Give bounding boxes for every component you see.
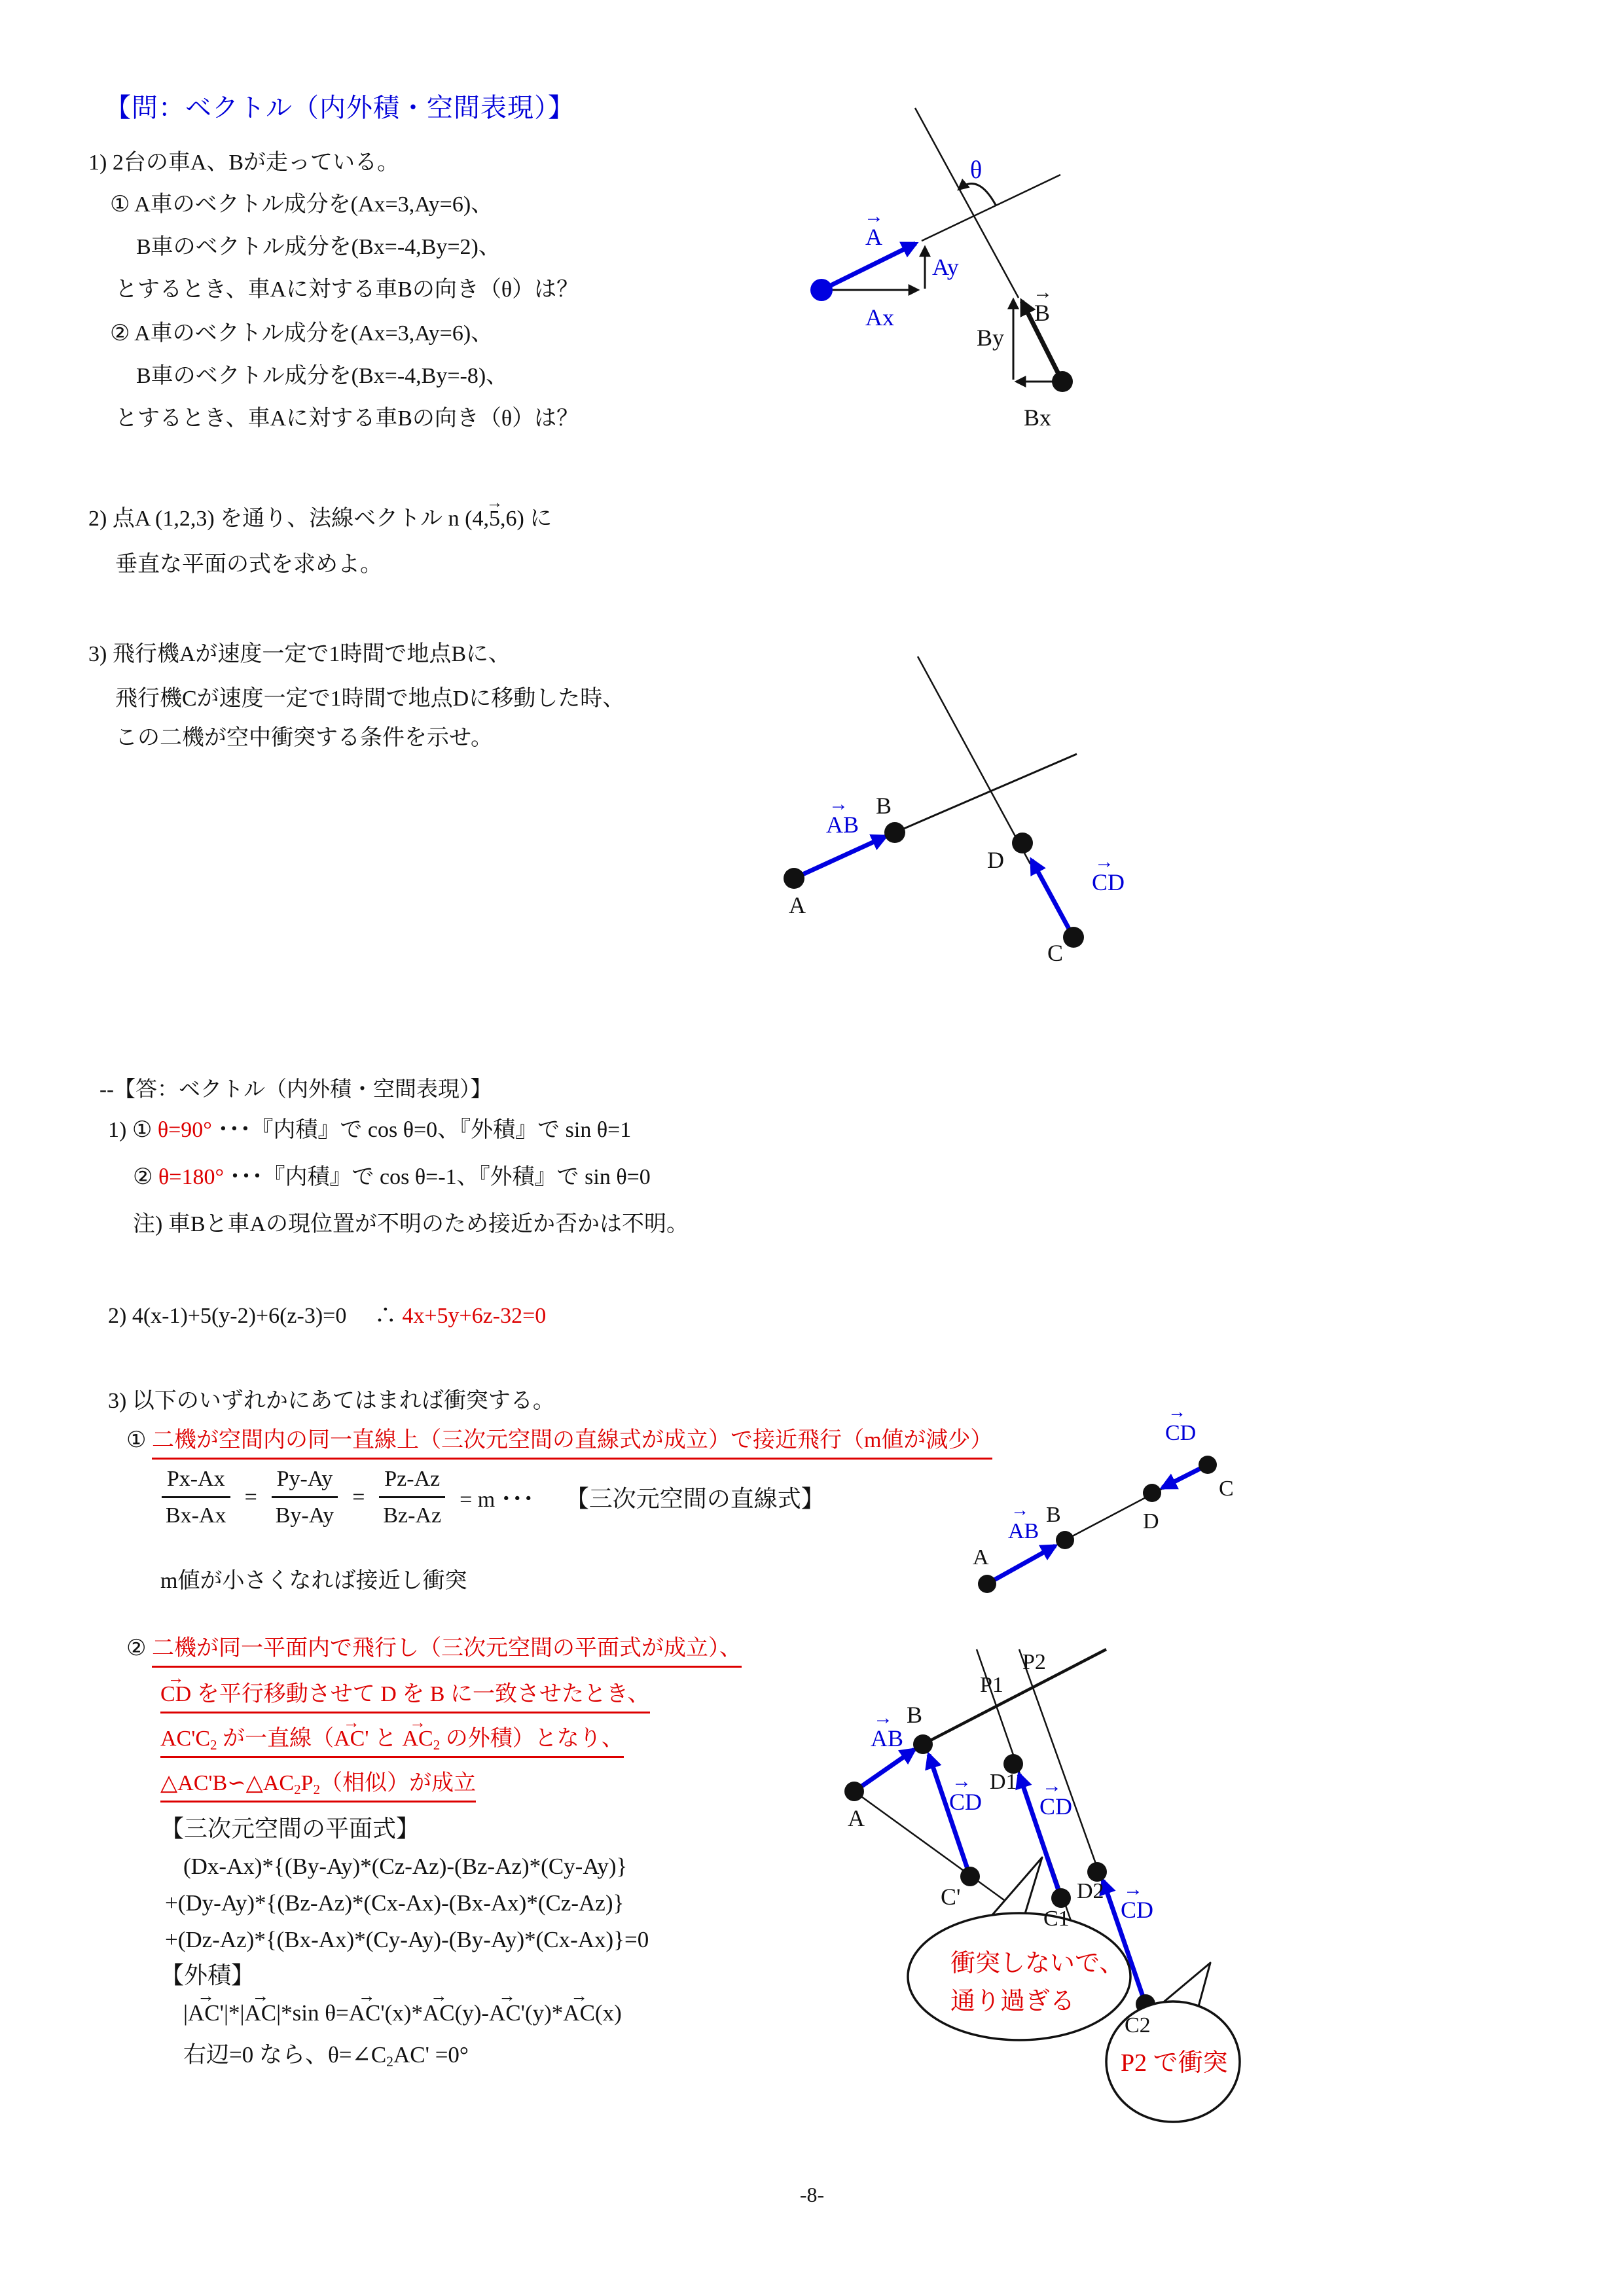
diagram-planes-crossing: [753, 628, 1185, 982]
answer1-note: 注) 車Bと車Aの現位置が不明のため接近か否かは不明。: [133, 1212, 689, 1236]
fraction-x-numerator: Px-Ax: [162, 1466, 230, 1498]
line-equation-label: 【三次元空間の直線式】: [565, 1486, 825, 1513]
case2-condition-line3: [160, 1712, 624, 1758]
point-C-dot: [1063, 927, 1084, 948]
theta-angle-arc: [959, 184, 996, 205]
point-B-dot: [884, 822, 905, 843]
case2-line2-text: → CD を平行移動させて D を B に一致させたとき、: [160, 1681, 650, 1713]
label-B: B: [876, 793, 892, 819]
plane-equation-line2: +(Dy-Ay)*{(Bz-Az)*(Cx-Ax)-(Bx-Ax)*(Cz-Az)}: [165, 1890, 624, 1916]
equals-sign: =: [352, 1484, 365, 1509]
q1-item2-line2: B車のベクトル成分を(Bx=-4,By=-8)、: [136, 364, 509, 388]
bubble1-text-line1: 衝突しないで、: [950, 1950, 1125, 1977]
q2-line1: 2) 点A (1,2,3) を通り、法線ベクトル n → (4,5,6) に: [88, 492, 552, 531]
label-P1: P1: [980, 1673, 1003, 1697]
label-Ax: Ax: [865, 304, 894, 331]
answer1-item2-prefix: ②: [133, 1165, 158, 1189]
label-P2: P2: [1022, 1650, 1046, 1674]
q1-item1-line2: B車のベクトル成分を(Bx=-4,By=2)、: [136, 235, 501, 259]
fraction-y-denominator: By-Ay: [275, 1503, 334, 1528]
answer-header: --【答：ベクトル（内外積・空間表現）】: [99, 1078, 492, 1102]
label-A: A: [973, 1545, 989, 1570]
vector-AB: [854, 1749, 914, 1791]
q1-item1-line3: とするとき、車Aに対する車Bの向き（θ）は？: [115, 278, 579, 302]
case1-number: ①: [126, 1428, 152, 1452]
q3-line1: 3) 飛行機Aが速度一定で1時間で地点Bに、: [88, 642, 511, 666]
label-C2: C2: [1125, 2013, 1151, 2037]
label-C1: C1: [1043, 1907, 1070, 1931]
case1-condition: 二機が空間内の同一直線上（三次元空間の直線式が成立）で接近飛行（m値が減少）: [152, 1427, 992, 1460]
answer2-work: 2) 4(x-1)+5(y-2)+6(z-3)=0 ∴: [108, 1304, 403, 1328]
label-D: D: [987, 847, 1004, 873]
vector-CD: [1032, 860, 1074, 937]
vector-arrow-icon: →: [829, 793, 848, 815]
answer1-item1-value: θ=90°: [157, 1118, 212, 1142]
point-Cdash-dot: [960, 1867, 980, 1886]
label-D: D: [1143, 1509, 1159, 1534]
label-AB: AB: [871, 1725, 904, 1751]
vector-arrow-icon: →: [1033, 281, 1053, 303]
fraction-y-numerator: Py-Ay: [272, 1466, 338, 1498]
line-CD-direction: [918, 656, 1030, 864]
line-AB-direction: [895, 754, 1077, 833]
car-A-dot: [810, 279, 833, 301]
fraction-y: [270, 1466, 339, 1528]
point-C1-dot: [1051, 1888, 1071, 1908]
answer3-case1-heading: [126, 1427, 992, 1460]
vector-arrow-icon: →: [952, 1770, 971, 1792]
plane-equation-header: 【三次元空間の平面式】: [160, 1816, 420, 1842]
point-D-dot: [1143, 1484, 1161, 1502]
vector-A: [821, 243, 916, 290]
answer1-item1: [108, 1117, 631, 1145]
vector-AB: [794, 836, 886, 878]
point-B-dot: [913, 1734, 933, 1754]
label-Ay: Ay: [932, 254, 959, 280]
label-A: A: [789, 892, 806, 918]
label-CD: CD: [1092, 869, 1125, 895]
equals-sign: =: [244, 1484, 257, 1509]
line-equation-fractions: [160, 1466, 825, 1528]
bubble2-text: P2 で衝突: [1121, 2049, 1228, 2077]
label-Bx: Bx: [1024, 404, 1052, 431]
diagram-collinear-case: [956, 1407, 1270, 1623]
q1-intro: 1) 2台の車A、Bが走っている。: [88, 151, 400, 175]
point-A-dot: [784, 868, 804, 889]
q1-item2-line3: とするとき、車Aに対する車Bの向き（θ）は？: [115, 406, 579, 431]
label-CD: CD: [1165, 1421, 1197, 1445]
label-CD-2: CD: [1039, 1793, 1073, 1820]
q2-line2: 垂直な平面の式を求めよ。: [115, 552, 382, 577]
label-AB: AB: [1008, 1519, 1039, 1543]
car-B-dot: [1052, 371, 1073, 392]
answer1-item2-detail: ･･･『内積』で cos θ=-1、『外積』で sin θ=0: [224, 1165, 651, 1189]
case2-condition-line1: 二機が同一平面内で飛行し（三次元空間の平面式が成立）、: [152, 1635, 742, 1668]
page-number: -8-: [799, 2183, 825, 2206]
vector-arrow-icon: →: [1168, 1407, 1186, 1422]
label-theta: θ: [970, 156, 983, 184]
fraction-x-denominator: Bx-Ax: [166, 1503, 226, 1528]
answer1-item2: [133, 1164, 651, 1192]
fraction-x: [160, 1466, 232, 1528]
point-A-dot: [978, 1575, 996, 1593]
answer1-item2-value: θ=180°: [158, 1165, 225, 1189]
label-A: A: [848, 1805, 865, 1831]
point-C-dot: [1199, 1456, 1217, 1474]
q3-line2: 飛行機Cが速度一定で1時間で地点Dに移動した時、: [115, 687, 625, 711]
cross-product-equation: | → AC'|*| → AC|*sin θ= → AC'(x)* → AC(y)- → AC'(y)* → AC(x): [183, 1986, 622, 2026]
label-B: B: [1034, 300, 1051, 326]
bubble1-text-line2: 通り過ぎる: [950, 1988, 1075, 2015]
label-CD-1: CD: [949, 1789, 983, 1815]
label-C: C: [1047, 940, 1064, 966]
line-AB-extended: [923, 1649, 1106, 1744]
vector-arrow-icon: →: [1042, 1775, 1062, 1797]
case2-line4-text: △AC'B∽△AC2P2（相似）が成立: [160, 1770, 476, 1803]
line-A-direction: [922, 175, 1060, 241]
point-A-dot: [844, 1782, 864, 1801]
label-B: B: [907, 1702, 923, 1728]
equals-m: = m ･･･: [460, 1488, 534, 1513]
vector-arrow-icon: →: [873, 1707, 893, 1729]
vector-arrow-icon: →: [1011, 1500, 1029, 1520]
case2-line3-text: AC'C2 が一直線（ → AC' と → AC2 の外積）となり、: [160, 1725, 624, 1758]
label-A: A: [865, 224, 882, 250]
label-By: By: [977, 325, 1005, 351]
label-Cdash: C': [941, 1884, 961, 1910]
label-C: C: [1219, 1477, 1234, 1501]
case2-number: ②: [126, 1636, 152, 1660]
fraction-z-denominator: Bz-Az: [383, 1503, 442, 1528]
diagram-coplanar-case: [838, 1636, 1309, 2147]
vector-arrow-icon: →: [864, 206, 884, 227]
point-B-dot: [1056, 1531, 1074, 1549]
label-B: B: [1046, 1503, 1061, 1527]
answer1-item1-detail: ･･･『内積』で cos θ=0、『外積』で sin θ=1: [211, 1118, 632, 1142]
cross-product-note: 右辺=0 なら、θ=∠C2AC' =0°: [183, 2042, 469, 2070]
point-D-dot: [1012, 833, 1033, 853]
q1-item1-line1: ① A車のベクトル成分を(Ax=3,Ay=6)、: [110, 192, 494, 217]
label-D1: D1: [990, 1770, 1017, 1794]
label-AB: AB: [826, 812, 859, 838]
plane-equation-line3: +(Dz-Az)*{(Bx-Ax)*(Cy-Ay)-(By-Ay)*(Cx-Ax)}=0: [165, 1927, 649, 1952]
label-CD-3: CD: [1121, 1897, 1154, 1923]
fraction-z: [378, 1466, 446, 1528]
case2-condition-line2: [160, 1668, 650, 1713]
vector-AB: [987, 1546, 1055, 1584]
vector-arrow-icon: →: [1123, 1878, 1143, 1900]
answer1-item1-prefix: 1) ①: [108, 1118, 158, 1142]
case2-condition-line4: [160, 1770, 476, 1803]
page-title: 【問：ベクトル（内外積・空間表現）】: [105, 93, 575, 122]
q3-line3: この二機が空中衝突する条件を示せ。: [115, 726, 493, 750]
cross-product-header: 【外積】: [160, 1962, 255, 1988]
answer2-line: [108, 1302, 546, 1331]
label-D2: D2: [1077, 1879, 1104, 1903]
answer3-case2-heading: [126, 1635, 742, 1668]
answer3-intro: 3) 以下のいずれかにあてはまれば衝突する。: [108, 1389, 555, 1413]
vector-arrow-icon: →: [1094, 851, 1114, 872]
fraction-z-numerator: Pz-Az: [379, 1466, 445, 1498]
m-value-note: m値が小さくなれば接近し衝突: [160, 1569, 467, 1593]
q1-item2-line1: ② A車のベクトル成分を(Ax=3,Ay=6)、: [110, 321, 494, 346]
diagram-car-vectors: [772, 79, 1178, 458]
answer2-result: 4x+5y+6z-32=0: [402, 1304, 547, 1328]
plane-equation-line1: (Dx-Ax)*{(By-Ay)*(Cz-Az)-(Bz-Az)*(Cy-Ay)}: [183, 1854, 628, 1879]
